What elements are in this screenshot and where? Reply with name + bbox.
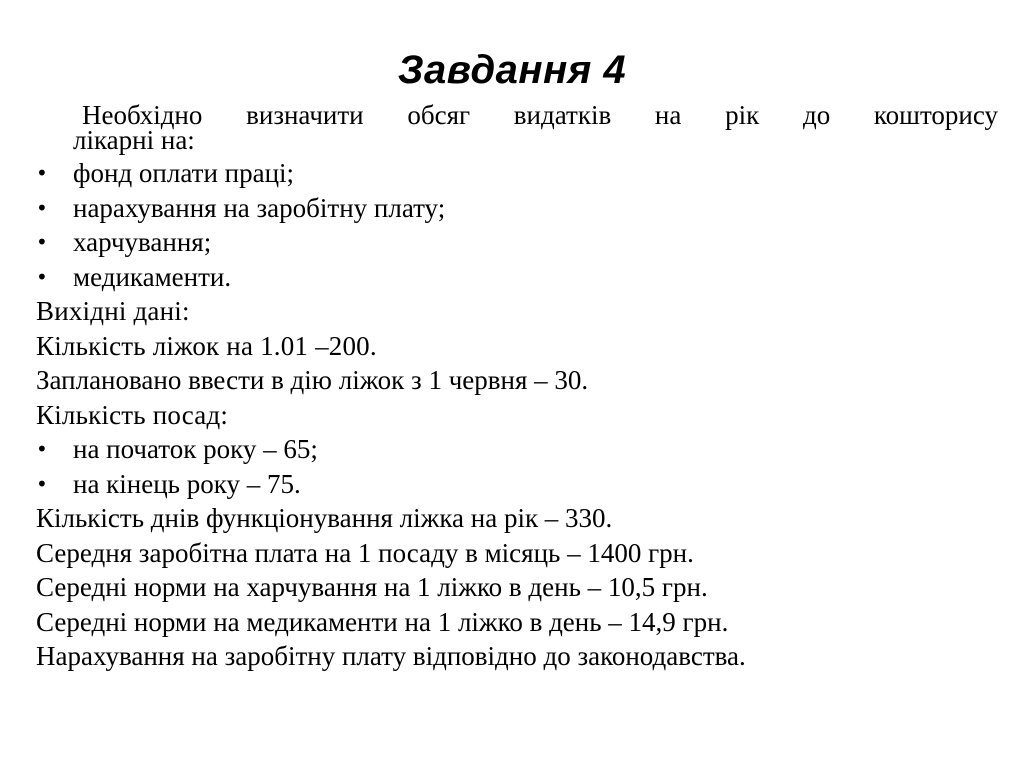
list-item-text: медикаменти.: [73, 261, 232, 292]
slide-title: Завдання 4: [397, 48, 627, 92]
expense-list: [36, 156, 998, 294]
payroll-charges-line: Нарахування на заробітну плату відповідно до законодавства.: [36, 641, 746, 671]
average-salary-line: Середня заробітна плата на 1 посаду в місяць – 1400 грн.: [36, 537, 694, 568]
intro-line-2: лікарні на:: [73, 125, 195, 155]
bullet-icon: •: [36, 230, 48, 254]
beds-count-line: Кількість ліжок на 1.01 –200.: [36, 330, 377, 361]
bullet-icon: •: [36, 195, 48, 220]
medicine-norm-line: Середні норми на медикаменти на 1 ліжко в день – 14,9 грн.: [36, 606, 729, 637]
list-item-text: фонд оплати праці;: [73, 158, 295, 188]
intro-line-1: Необхідно визначити обсяг видатків на рік до кошторису: [82, 100, 998, 130]
list-item: [36, 432, 998, 467]
bullet-icon: •: [36, 437, 48, 461]
list-item: [36, 225, 998, 260]
food-norm-line: Середні норми на харчування на 1 ліжко в день – 10,5 грн.: [36, 572, 708, 602]
list-item: [36, 467, 998, 502]
list-item-text: на початок року – 65;: [73, 434, 318, 464]
bullet-icon: •: [36, 161, 48, 185]
planned-beds-line: Заплановано ввести в дію ліжок з 1 червня – 30.: [36, 365, 589, 395]
list-item: [36, 191, 998, 226]
positions-list: [36, 432, 998, 501]
list-item: [36, 260, 998, 295]
slide-body: [36, 100, 998, 674]
list-item-text: нарахування на заробітну плату;: [73, 192, 446, 223]
positions-heading: Кількість посад:: [36, 399, 229, 430]
source-data-heading: Вихідні дані:: [36, 296, 190, 326]
intro-paragraph: [36, 100, 998, 155]
bullet-icon: •: [36, 264, 48, 289]
list-item-text: на кінець року – 75.: [73, 468, 301, 499]
list-item: [36, 156, 998, 191]
bullet-icon: •: [36, 471, 48, 496]
list-item-text: харчування;: [73, 227, 212, 257]
bed-days-line: Кількість днів функціонування ліжка на рік – 330.: [36, 503, 613, 533]
